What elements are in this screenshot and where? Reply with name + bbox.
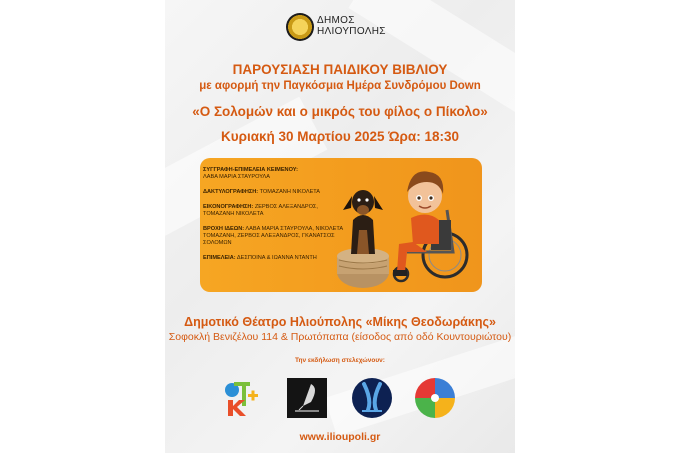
credit-item (203, 167, 348, 181)
venue-name: Δημοτικό Θέατρο Ηλιούπολης «Μίκης Θεοδωράκης» (184, 315, 496, 329)
credit-key: ΕΠΙΜΕΛΕΙΑ: (203, 255, 236, 261)
credit-value: ΔΕΣΠΟΙΝΑ & ΙΩΑΝΝΑ ΝΤΑΝΤΗ (236, 255, 317, 261)
event-datetime: Κυριακή 30 Μαρτίου 2025 Ώρα: 18:30 (221, 129, 459, 144)
credit-key: ΒΡΟΧΗ ΙΔΕΩΝ: (203, 226, 245, 232)
headline: ΠΑΡΟΥΣΙΑΣΗ ΠΑΙΔΙΚΟΥ ΒΙΒΛΙΟΥ (232, 62, 448, 77)
municipality-name (317, 15, 386, 37)
event-poster (165, 0, 515, 453)
website-url: www.ilioupoli.gr (299, 431, 381, 443)
credit-value: ΤΟΜΑΖΑΝΗ ΝΙΚΟΛΕΤΑ (259, 189, 321, 195)
dog-on-pouf-illustration (333, 180, 393, 290)
credit-value: ΛΑΒΑ ΜΑΡΙΑ ΣΤΑΥΡΟΥΛΑ, ΝΙΚΟΛΕΤΑ ΤΟΜΑΖΑΝΗ, ΖΕΡΒΟΣ ΑΛΕΞΑΝΔΡΟΣ, ΓΚΑΝΑΤΣΟΣ ΣΟΛΟΜΩΝ (203, 226, 343, 246)
credit-key: ΕΙΚΟΝΟΓΡΑΦΗΣΗ: (203, 204, 254, 210)
credit-key: ΔΑΚΤΥΛΟΓΡΑΦΗΣΗ: (203, 189, 259, 195)
venue-address: Σοφοκλή Βενιζέλου 114 & Πρωτόπαπα (είσοδος από οδό Κουντουριώτου) (168, 331, 512, 343)
credit-value: ΛΑΒΑ ΜΑΡΙΑ ΣΤΑΥΡΟΥΛΑ (203, 174, 271, 180)
sponsors-label: Την εκδήλωση στελεχώνουν: (295, 357, 385, 364)
credits-list (203, 167, 348, 270)
let-me-shine-logo-icon (350, 376, 394, 420)
org-line-2: ΗΛΙΟΥΠΟΛΗΣ (317, 26, 386, 37)
credit-key: ΣΥΓΓΡΑΦΗ-ΕΠΙΜΕΛΕΙΑ ΚΕΙΜΕΝΟΥ: (203, 167, 298, 173)
occasion: με αφορμή την Παγκόσμια Ημέρα Συνδρόμου Down (199, 80, 481, 92)
boy-in-wheelchair-illustration (387, 160, 477, 290)
org-line-1: ΔΗΜΟΣ (317, 15, 355, 26)
credit-item (203, 204, 348, 218)
credit-value: ΖΕΡΒΟΣ ΑΛΕΞΑΝΔΡΟΣ, ΤΟΜΑΖΑΝΗ ΝΙΚΟΛΕΤΑ (203, 204, 318, 217)
puzzle-logo-icon (413, 376, 457, 420)
credit-item (203, 255, 348, 262)
quill-logo-icon (285, 376, 329, 420)
book-title: «Ο Σολομών και ο μικρός του φίλος ο Πίκολο» (192, 104, 488, 119)
kiwi-logo-icon (220, 376, 264, 420)
municipality-seal-icon (286, 13, 314, 41)
credit-item (203, 226, 348, 247)
credit-item (203, 189, 348, 196)
